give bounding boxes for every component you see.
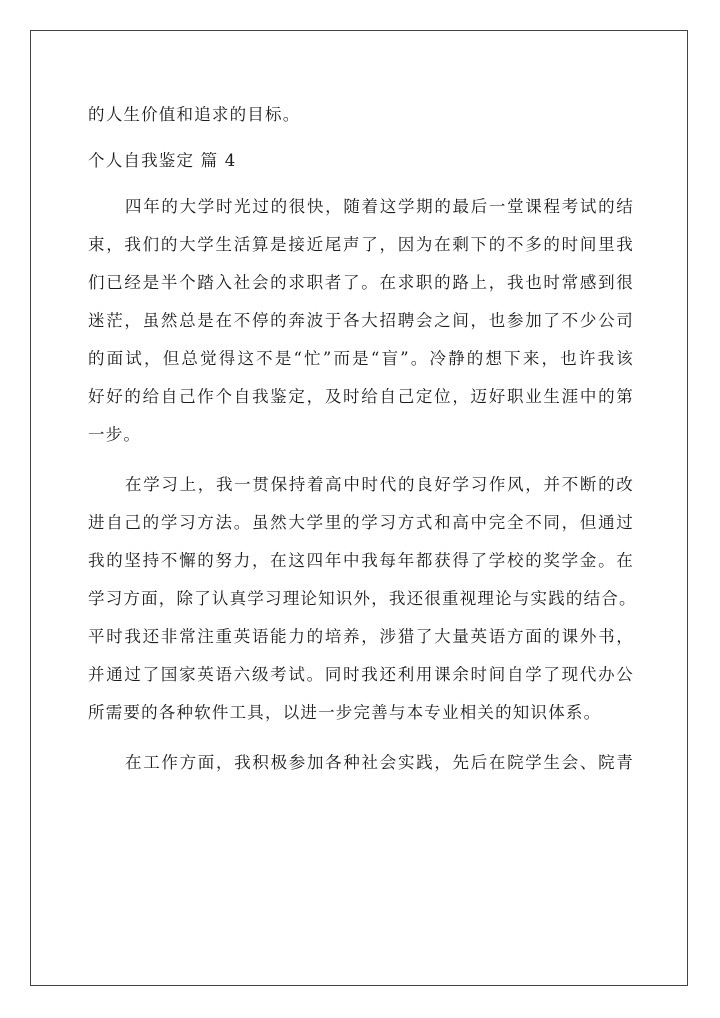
paragraph-line: 四年的大学时光过的很快，随着这学期的最后一堂课程考试的结 [125, 197, 634, 216]
paragraph-3 [88, 744, 634, 782]
paragraph-line: 平时我还非常注重英语能力的培养，涉猎了大量英语方面的课外书， [88, 627, 634, 646]
paragraph-line: 好好的给自己作个自我鉴定，及时给自己定位，迈好职业生涯中的第 [88, 387, 634, 406]
intro-line: 的人生价值和追求的目标。 [88, 105, 301, 124]
paragraph-line: 在工作方面，我积极参加各种社会实践，先后在院学生会、院青 [125, 753, 634, 772]
section-title: 个人自我鉴定 篇 4 [88, 151, 237, 170]
paragraph-line: 束，我们的大学生活算是接近尾声了，因为在剩下的不多的时间里我 [88, 235, 634, 254]
paragraph-line: 我的坚持不懈的努力，在这四年中我每年都获得了学校的奖学金。在 [88, 551, 634, 570]
paragraph-line: 并通过了国家英语六级考试。同时我还利用课余时间自学了现代办公 [88, 665, 634, 684]
paragraph-line: 的面试，但总觉得这不是“忙”而是“盲”。冷静的想下来，也许我该 [88, 349, 634, 368]
paragraph-1 [88, 188, 634, 454]
paragraph-line: 所需要的各种软件工具，以进一步完善与本专业相关的知识体系。 [88, 703, 602, 722]
paragraph-line: 一步。 [88, 425, 142, 444]
paragraph-line: 迷茫，虽然总是在不停的奔波于各大招聘会之间，也参加了不少公司 [88, 311, 634, 330]
paragraph-line: 在学习上，我一贯保持着高中时代的良好学习作风，并不断的改 [125, 475, 634, 494]
paragraph-line: 学习方面，除了认真学习理论知识外，我还很重视理论与实践的结合。 [88, 589, 637, 608]
paragraph-2 [88, 466, 637, 732]
document-body [88, 96, 637, 782]
paragraph-line: 们已经是半个踏入社会的求职者了。在求职的路上，我也时常感到很 [88, 273, 634, 292]
paragraph-line: 进自己的学习方法。虽然大学里的学习方式和高中完全不同，但通过 [88, 513, 634, 532]
